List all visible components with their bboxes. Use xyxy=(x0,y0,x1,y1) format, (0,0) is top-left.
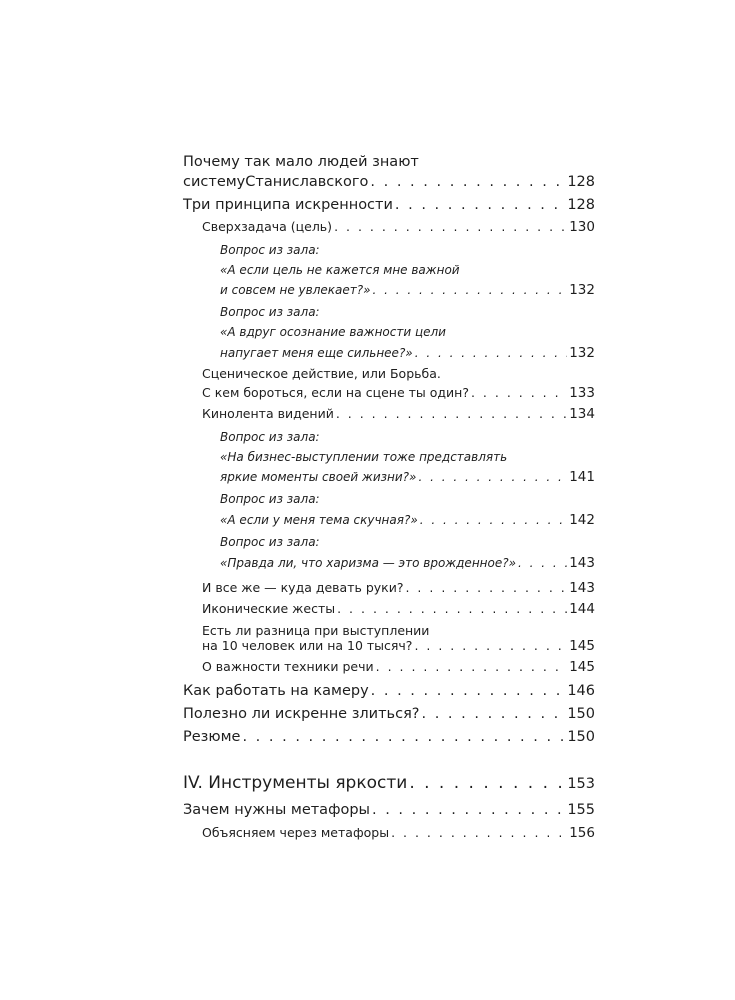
toc-entry-text: Три принципа искренности xyxy=(183,197,393,213)
leader-dots xyxy=(370,174,565,190)
toc-entry-text: и совсем не увлекает?» xyxy=(220,283,371,297)
toc-entry-text: Иконические жесты xyxy=(202,601,336,616)
toc-page-number: 143 xyxy=(569,555,595,571)
toc-entry-text: Вопрос из зала: xyxy=(220,430,320,444)
toc-page-number: 145 xyxy=(569,638,595,654)
leader-dots xyxy=(405,580,567,595)
toc-entry xyxy=(202,580,595,596)
toc-entry-text: «Правда ли, что харизма — это врожденное?» xyxy=(220,556,517,570)
toc-entry xyxy=(202,601,595,617)
toc-entry xyxy=(202,659,595,675)
toc-entry-text: «А если у меня тема скучная?» xyxy=(220,513,418,527)
toc-entry-text: Объясняем через метафоры xyxy=(202,825,390,840)
toc-entry xyxy=(220,282,595,298)
toc-page-number: 145 xyxy=(569,659,595,675)
toc-entry xyxy=(220,469,595,485)
toc-page-number: 156 xyxy=(569,825,595,841)
toc-entry xyxy=(220,512,595,528)
toc-page-number: 141 xyxy=(569,469,595,485)
leader-dots xyxy=(336,406,567,421)
toc-page-number: 155 xyxy=(567,802,595,818)
leader-dots xyxy=(371,683,566,699)
toc-page-number: 132 xyxy=(569,282,595,298)
toc-page-number: 150 xyxy=(567,706,595,722)
toc-entry xyxy=(183,197,595,213)
toc-entry xyxy=(220,345,595,361)
toc-page-number: 128 xyxy=(567,197,595,213)
leader-dots xyxy=(372,802,565,818)
toc-page-number: 132 xyxy=(569,345,595,361)
toc-entry-text: Вопрос из зала: xyxy=(220,492,320,506)
toc-entry-text: Есть ли разница при выступлении xyxy=(202,623,430,638)
leader-dots xyxy=(373,283,568,297)
toc-entry xyxy=(202,638,595,654)
leader-dots xyxy=(391,825,567,840)
leader-dots xyxy=(376,659,568,674)
toc-entry xyxy=(183,802,595,818)
leader-dots xyxy=(242,729,565,745)
toc-section-entry xyxy=(183,773,595,793)
toc-entry-text: И все же — куда девать руки? xyxy=(202,580,404,595)
toc-page-number: 128 xyxy=(567,174,595,190)
leader-dots xyxy=(418,470,567,484)
leader-dots xyxy=(518,556,567,570)
toc-entry-text: напугает меня еще сильнее?» xyxy=(220,346,413,360)
toc-entry-text: на 10 человек или на 10 тысяч? xyxy=(202,638,413,653)
toc-entry-text: Полезно ли искренне злиться? xyxy=(183,706,420,722)
leader-dots xyxy=(409,773,565,793)
leader-dots xyxy=(415,346,568,360)
toc-entry xyxy=(220,555,595,571)
toc-entry xyxy=(183,729,595,745)
toc-entry xyxy=(183,706,595,722)
toc-entry xyxy=(202,406,595,422)
leader-dots xyxy=(334,219,567,234)
toc-entry-text: «А если цель не кажется мне важной xyxy=(220,263,460,277)
toc-entry xyxy=(202,825,595,841)
toc-page-number: 146 xyxy=(567,683,595,699)
leader-dots xyxy=(422,706,566,722)
toc-page-number: 144 xyxy=(569,601,595,617)
toc-entry-text: Сверхзадача (цель) xyxy=(202,219,333,234)
leader-dots xyxy=(337,601,567,616)
toc-page-number: 153 xyxy=(567,776,595,792)
leader-dots xyxy=(395,197,565,213)
toc-entry-text: Как работать на камеру xyxy=(183,683,369,699)
toc-page-number: 143 xyxy=(569,580,595,596)
toc-entry xyxy=(202,219,595,235)
toc-entry-text: яркие моменты своей жизни?» xyxy=(220,470,417,484)
toc-entry-text: Вопрос из зала: xyxy=(220,305,320,319)
toc-entry-text: Вопрос из зала: xyxy=(220,535,320,549)
toc-entry-text: О важности техники речи xyxy=(202,659,374,674)
toc-entry-text: С кем бороться, если на сцене ты один? xyxy=(202,385,469,400)
toc-entry-text: Почему так мало людей знают xyxy=(183,154,419,170)
leader-dots xyxy=(471,385,567,400)
toc-entry-text: Зачем нужны метафоры xyxy=(183,802,370,818)
toc-page-number: 142 xyxy=(569,512,595,528)
toc-page-number: 150 xyxy=(567,729,595,745)
toc-entry-text: «На бизнес-выступлении тоже представлять xyxy=(220,450,508,464)
toc-entry-text: Кинолента видений xyxy=(202,406,334,421)
leader-dots xyxy=(414,638,567,653)
toc-entry xyxy=(183,174,595,190)
toc-page-number: 130 xyxy=(569,219,595,235)
toc-entry-text: Резюме xyxy=(183,729,241,745)
toc-entry-text: Вопрос из зала: xyxy=(220,243,320,257)
leader-dots xyxy=(420,513,567,527)
toc-entry-text: Сценическое действие, или Борьба. xyxy=(202,366,441,381)
toc-entry-text: системуСтаниславского xyxy=(183,174,369,190)
toc-entry xyxy=(202,385,595,401)
toc-entry xyxy=(183,683,595,699)
toc-section-title: IV. Инструменты яркости xyxy=(183,773,408,793)
toc-page-number: 133 xyxy=(569,385,595,401)
toc-page-number: 134 xyxy=(569,406,595,422)
toc-entry-text: «А вдруг осознание важности цели xyxy=(220,325,446,339)
